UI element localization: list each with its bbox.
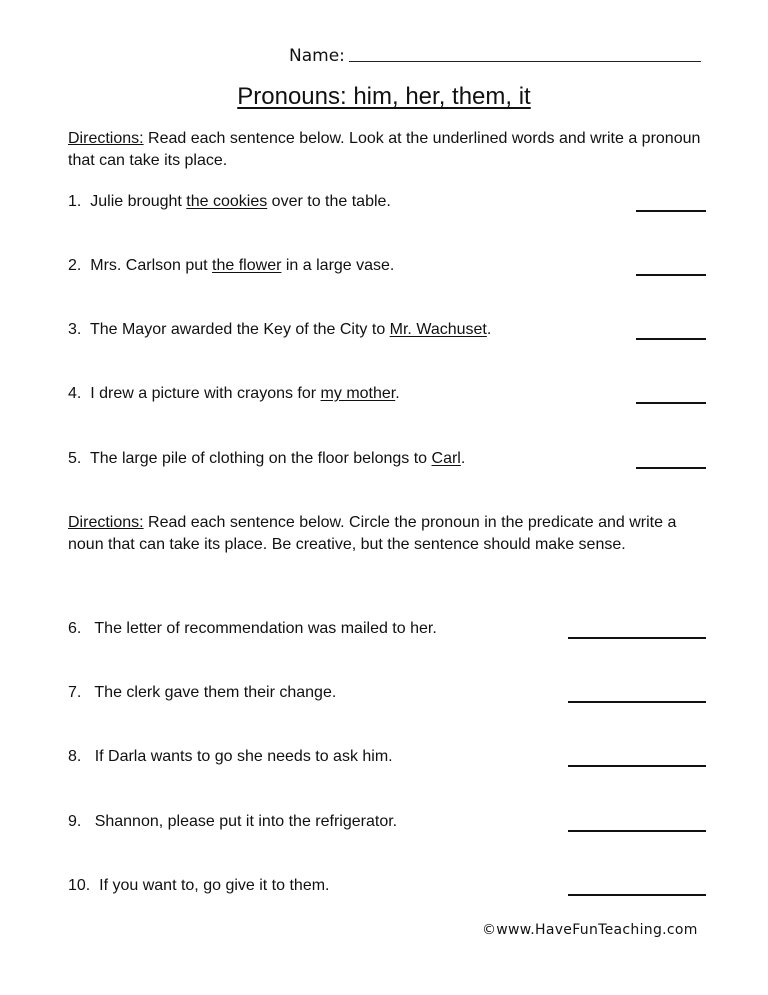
question-text: 1. Julie brought the cookies over to the table. bbox=[68, 193, 391, 210]
question-text: 9. Shannon, please put it into the refrigerator. bbox=[68, 813, 398, 830]
directions-label: Directions: bbox=[68, 130, 144, 147]
question-5 bbox=[68, 450, 708, 474]
directions-1 bbox=[68, 128, 708, 171]
question-text: 10. If you want to, go give it to them. bbox=[68, 877, 330, 894]
answer-line[interactable] bbox=[636, 210, 706, 212]
copyright-footer: ©www.HaveFunTeaching.com bbox=[482, 922, 698, 938]
name-label: Name: bbox=[289, 46, 345, 66]
answer-line[interactable] bbox=[568, 765, 706, 767]
answer-line[interactable] bbox=[636, 467, 706, 469]
answer-line[interactable] bbox=[568, 894, 706, 896]
question-4 bbox=[68, 385, 708, 409]
answer-line[interactable] bbox=[636, 274, 706, 276]
question-6 bbox=[68, 620, 708, 644]
answer-line[interactable] bbox=[636, 402, 706, 404]
question-text: 4. I drew a picture with crayons for my mother. bbox=[68, 385, 400, 402]
worksheet-title: Pronouns: him, her, them, it bbox=[237, 83, 531, 110]
underlined-words: my mother bbox=[320, 385, 396, 402]
directions-label: Directions: bbox=[68, 514, 144, 531]
question-9 bbox=[68, 813, 708, 837]
question-text: 7. The clerk gave them their change. bbox=[68, 684, 337, 701]
question-8 bbox=[68, 748, 708, 772]
question-2 bbox=[68, 257, 708, 281]
question-1 bbox=[68, 193, 708, 217]
name-blank-line[interactable] bbox=[349, 47, 701, 62]
question-text: 6. The letter of recommendation was mailed to her. bbox=[68, 620, 437, 637]
directions-text: Read each sentence below. Look at the underlined words and write a pronoun that can take its place. bbox=[68, 130, 701, 169]
answer-line[interactable] bbox=[636, 338, 706, 340]
underlined-words: the flower bbox=[212, 257, 282, 274]
question-text: 3. The Mayor awarded the Key of the City to Mr. Wachuset. bbox=[68, 321, 492, 338]
question-10 bbox=[68, 877, 708, 901]
answer-line[interactable] bbox=[568, 701, 706, 703]
directions-2 bbox=[68, 512, 708, 555]
name-field bbox=[289, 46, 709, 66]
question-text: 2. Mrs. Carlson put the flower in a large vase. bbox=[68, 257, 395, 274]
question-text: 5. The large pile of clothing on the floor belongs to Carl. bbox=[68, 450, 466, 467]
answer-line[interactable] bbox=[568, 830, 706, 832]
question-text: 8. If Darla wants to go she needs to ask him. bbox=[68, 748, 393, 765]
underlined-words: Mr. Wachuset bbox=[389, 321, 487, 338]
directions-text: Read each sentence below. Circle the pronoun in the predicate and write a noun that can take its place. Be creative, but the sentence should make sense. bbox=[68, 514, 677, 553]
question-7 bbox=[68, 684, 708, 708]
underlined-words: Carl bbox=[431, 450, 461, 467]
question-3 bbox=[68, 321, 708, 345]
answer-line[interactable] bbox=[568, 637, 706, 639]
underlined-words: the cookies bbox=[186, 193, 268, 210]
